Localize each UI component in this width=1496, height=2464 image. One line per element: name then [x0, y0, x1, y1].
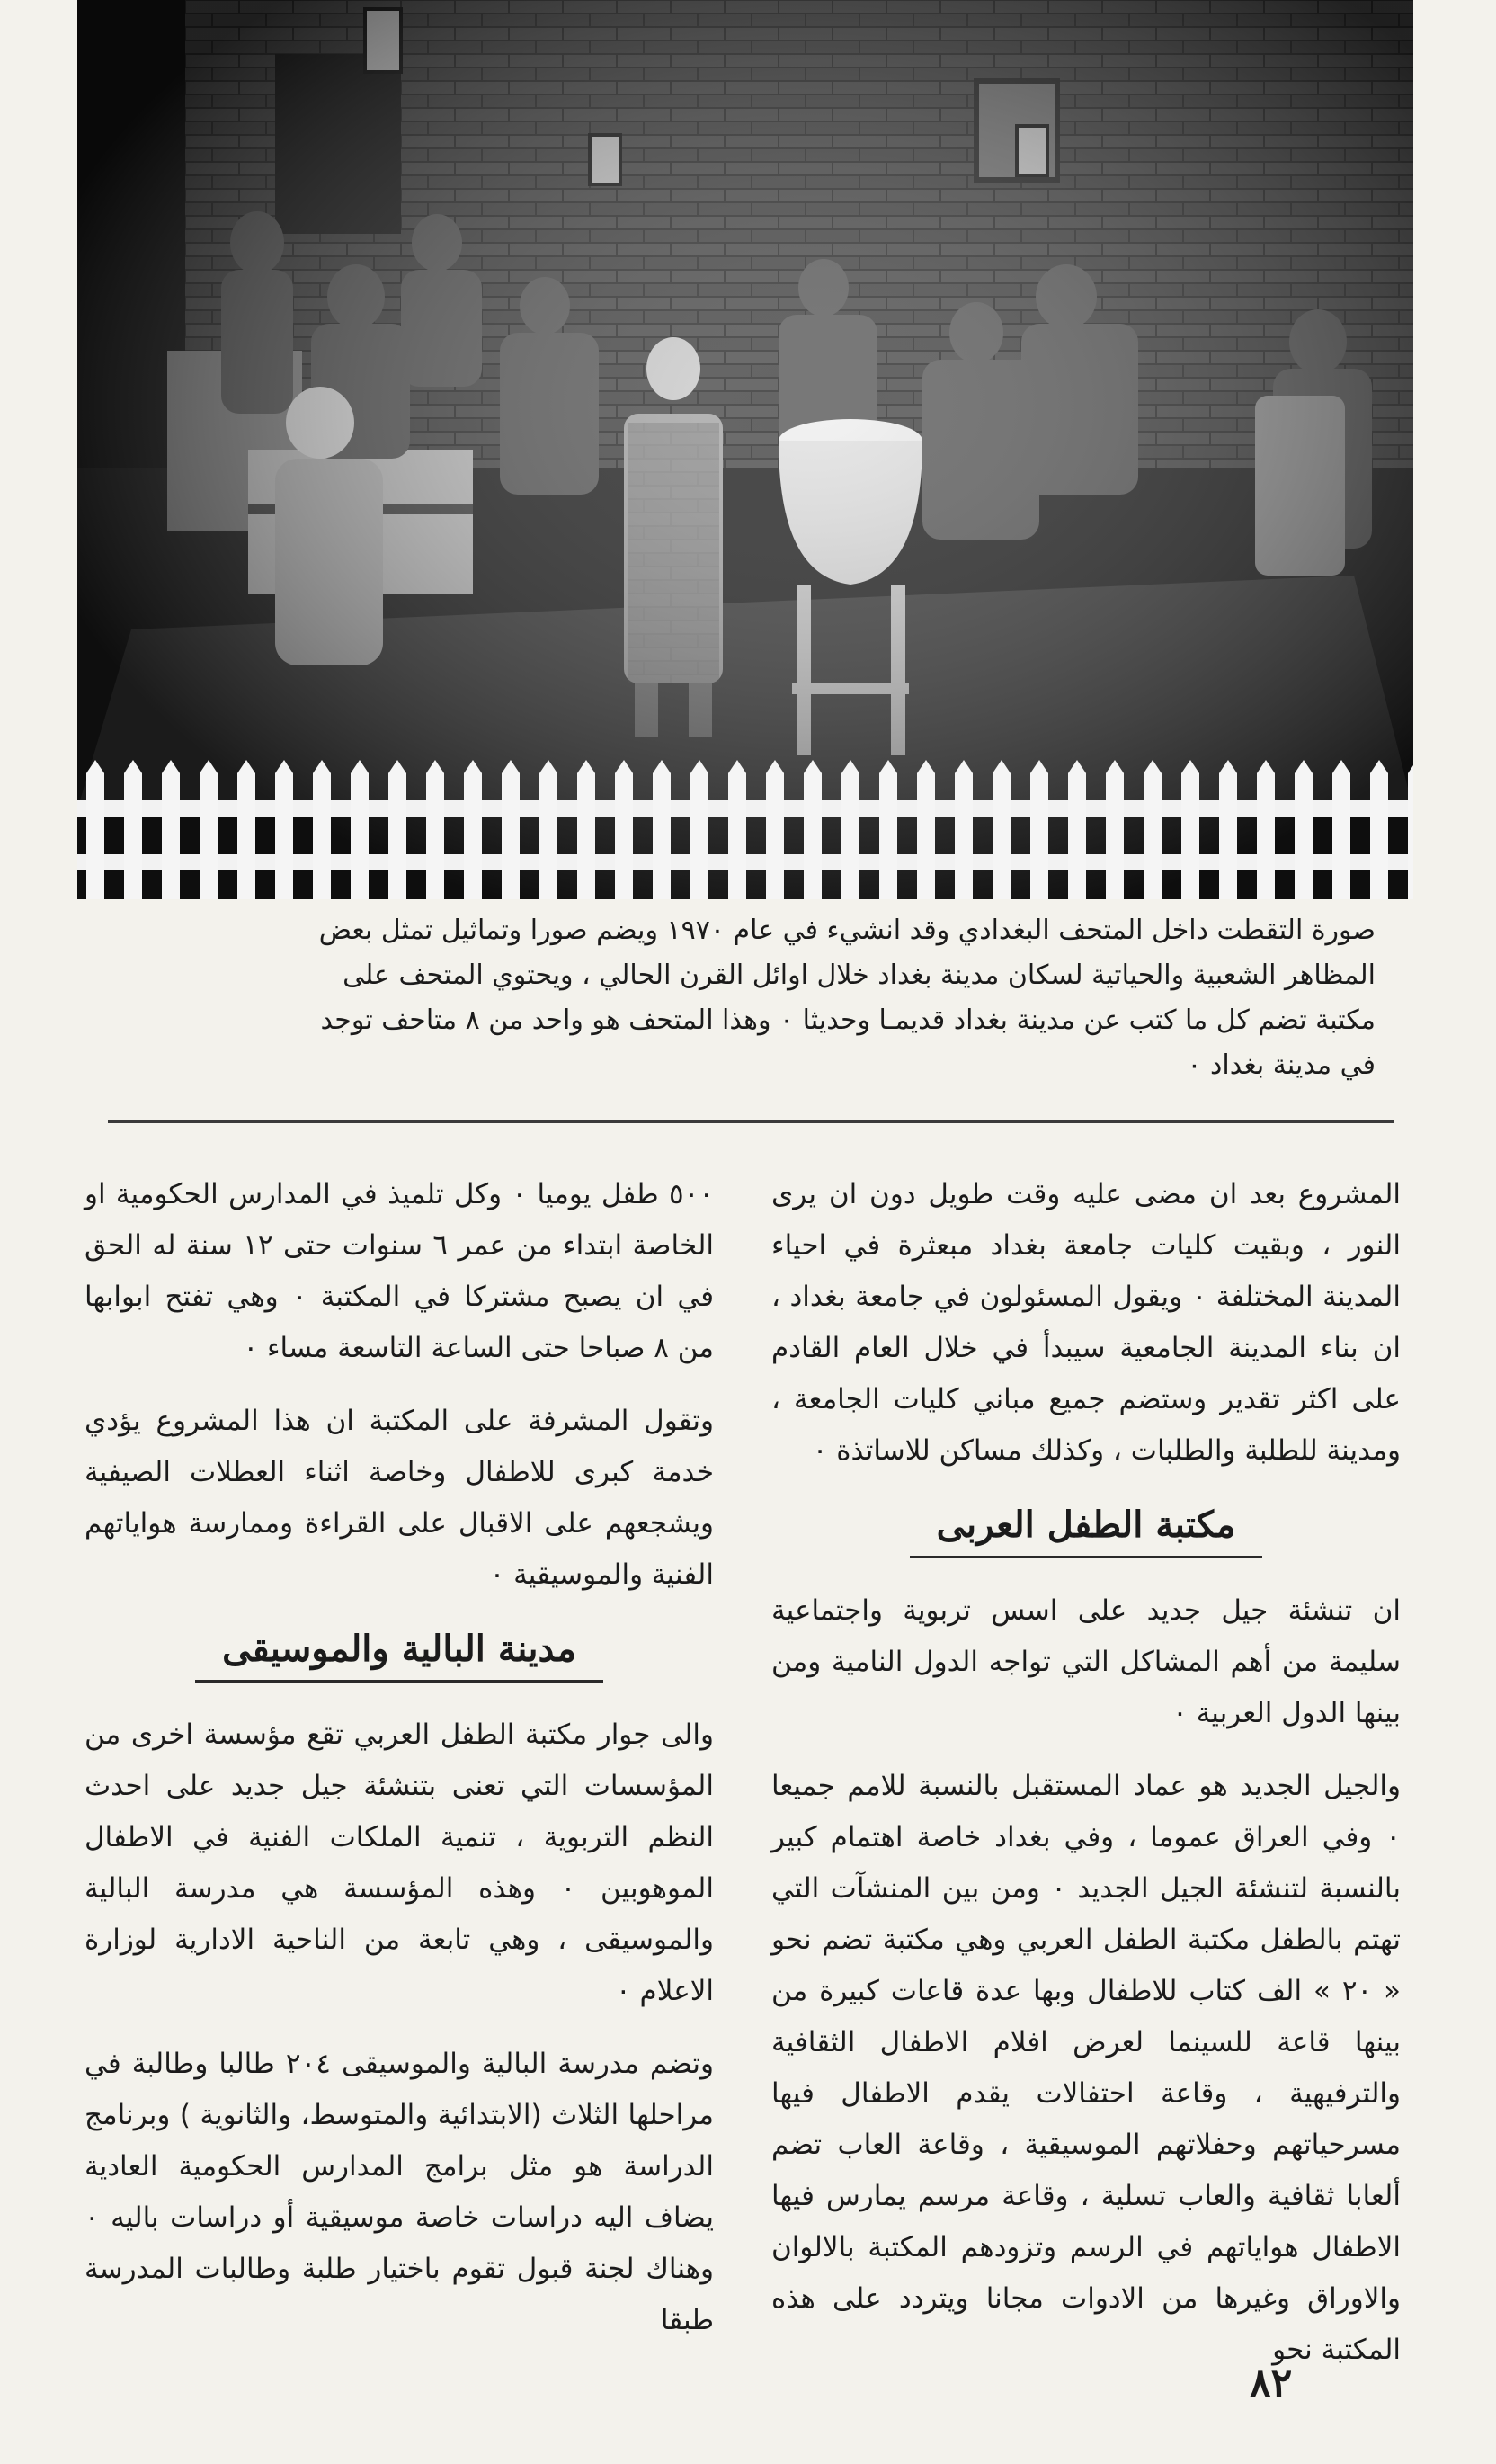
photo-caption [117, 908, 1376, 1088]
fence-picket [275, 760, 293, 899]
fence-picket [917, 760, 935, 899]
heading-text: مدينة البالية والموسيقى [195, 1624, 603, 1683]
fence-picket [955, 760, 973, 899]
fence-picket [237, 760, 255, 899]
fence-picket [879, 760, 897, 899]
fence-picket [1370, 760, 1388, 899]
fence-picket [426, 760, 444, 899]
fence-picket [1219, 760, 1237, 899]
fence-picket [1030, 760, 1048, 899]
fence-picket [728, 760, 746, 899]
fence-picket [993, 760, 1011, 899]
fence-picket [766, 760, 784, 899]
fence-picket [1257, 760, 1275, 899]
fence-picket [1408, 760, 1413, 899]
right-intro-paragraph: المشروع بعد ان مضى عليه وقت طويل دون ان يرى النور ، وبقيت كليات جامعة بغداد مبعثرة في احياء المدينة المختلفة ٠ ويقول المسئولون في جامعة بغداد ، ان بناء المدينة الجامعية سيبدأ في خلال العام القادم على اكثر تقدير وستضم جميع مباني كليات الجامعة ، ومدينة للطلبة والطلبات ، وكذلك مساكن للاساتذة ٠ [771, 1178, 1401, 1467]
fence-picket [200, 760, 218, 899]
right-paragraph-1: ان تنشئة جيل جديد على اسس تربوية واجتماعية سليمة من أهم المشاكل التي تواجه الدول النامية ومن بينها الدول العربية ٠ [771, 1594, 1401, 1729]
fence-picket [1068, 760, 1086, 899]
left-column [85, 1169, 714, 2368]
fence-picket [86, 760, 104, 899]
right-paragraph-2: والجيل الجديد هو عماد المستقبل بالنسبة للامم جميعا ٠ وفي العراق عموما ، وفي بغداد خاصة اهتمام كبير بالنسبة لتنشئة الجيل الجديد ٠ ومن بين المنشآت التي تهتم بالطفل مكتبة الطفل العربي وهي مكتبة تضم نحو « ٢٠ » الف كتاب للاطفال وبها عدة قاعات كبيرة من بينها قاعة للسينما لعرض افلام الاطفال الثقافية والترفيهية ، وقاعة احتفالات يقدم الاطفال فيها مسرحياتهم وحفلاتهم الموسيقية ، وقاعة العاب تضم ألعابا ثقافية والعاب تسلية ، وقاعة مرسم يمارس فيها الاطفال هواياتهم في الرسم وتزودهم المكتبة بالالوان والاوراق وغيرها من الادوات مجانا ويتردد على هذه المكتبة نحو [771, 1770, 1401, 2366]
caption-line: في مدينة بغداد ٠ [1187, 1049, 1376, 1081]
fence-picket [124, 760, 142, 899]
fence-picket [690, 760, 708, 899]
fence-picket [313, 760, 331, 899]
fence-picket [539, 760, 557, 899]
museum-photo [77, 0, 1413, 899]
fence-picket [577, 760, 595, 899]
fence-picket [1106, 760, 1124, 899]
heading-arab-child-library [771, 1500, 1401, 1558]
fence-picket [1332, 760, 1350, 899]
fence-picket [1295, 760, 1313, 899]
fence-picket [804, 760, 822, 899]
museum-photo-illustration [77, 0, 1413, 899]
fence-picket [388, 760, 406, 899]
left-paragraph-1: ٥٠٠ طفل يوميا ٠ وكل تلميذ في المدارس الحكومية او الخاصة ابتداء من عمر ٦ سنوات حتى ١٢ سنة له الحق في ان يصبح مشتركا في المكتبة ٠ وهي تفتح ابوابها من ٨ صباحا حتى الساعة التاسعة مساء ٠ [85, 1178, 715, 1364]
fence-picket [502, 760, 520, 899]
fence-picket [162, 760, 180, 899]
left-paragraph-4: وتضم مدرسة البالية والموسيقى ٢٠٤ طالبا وطالبة في مراحلها الثلاث (الابتدائية والمتوسط، والثانوية ) وبرنامج الدراسة هو مثل برامج المدارس الحكومية العادية يضاف اليه دراسات خاصة موسيقية أو دراسات باليه ٠ وهناك لجنة قبول تقوم باختيار طلبة وطالبات المدرسة طبقا [85, 2048, 715, 2336]
fence-picket [464, 760, 482, 899]
heading-text: مكتبة الطفل العربى [910, 1500, 1263, 1558]
fence-picket [653, 760, 671, 899]
caption-line: المظاهر الشعبية والحياتية لسكان مدينة بغداد خلال اوائل القرن الحالي ، ويحتوي المتحف على [343, 960, 1376, 991]
fence-picket [842, 760, 859, 899]
caption-line: مكتبة تضم كل ما كتب عن مدينة بغداد قديمـا وحديثا ٠ وهذا المتحف هو واحد من ٨ متاحف توجد [320, 1004, 1376, 1036]
fence-picket [615, 760, 633, 899]
right-column [771, 1169, 1401, 2397]
left-paragraph-2: وتقول المشرفة على المكتبة ان هذا المشروع يؤدي خدمة كبرى للاطفال وخاصة اثناء العطلات الصيفية ويشجعهم على الاقبال على القراءة وممارسة هواياتهم الفنية والموسيقية ٠ [85, 1405, 714, 1591]
section-divider [108, 1120, 1394, 1123]
fence-picket [351, 760, 369, 899]
page-number: ٨٢ [1250, 2361, 1293, 2406]
fence-picket [1144, 760, 1162, 899]
caption-line: صورة التقطت داخل المتحف البغدادي وقد انشيء في عام ١٩٧٠ ويضم صورا وتماثيل تمثل بعض [318, 915, 1376, 946]
heading-ballet-music-city [85, 1624, 714, 1683]
left-paragraph-3: والى جوار مكتبة الطفل العربي تقع مؤسسة اخرى من المؤسسات التي تعنى بتنشئة جيل جديد على احدث النظم التربوية ، تنمية الملكات الفنية في الاطفال الموهوبين ٠ وهذه المؤسسة هي مدرسة البالية والموسيقى ، وهي تابعة من الناحية الادارية لوزارة الاعلام ٠ [85, 1719, 714, 2007]
fence-picket [1181, 760, 1199, 899]
